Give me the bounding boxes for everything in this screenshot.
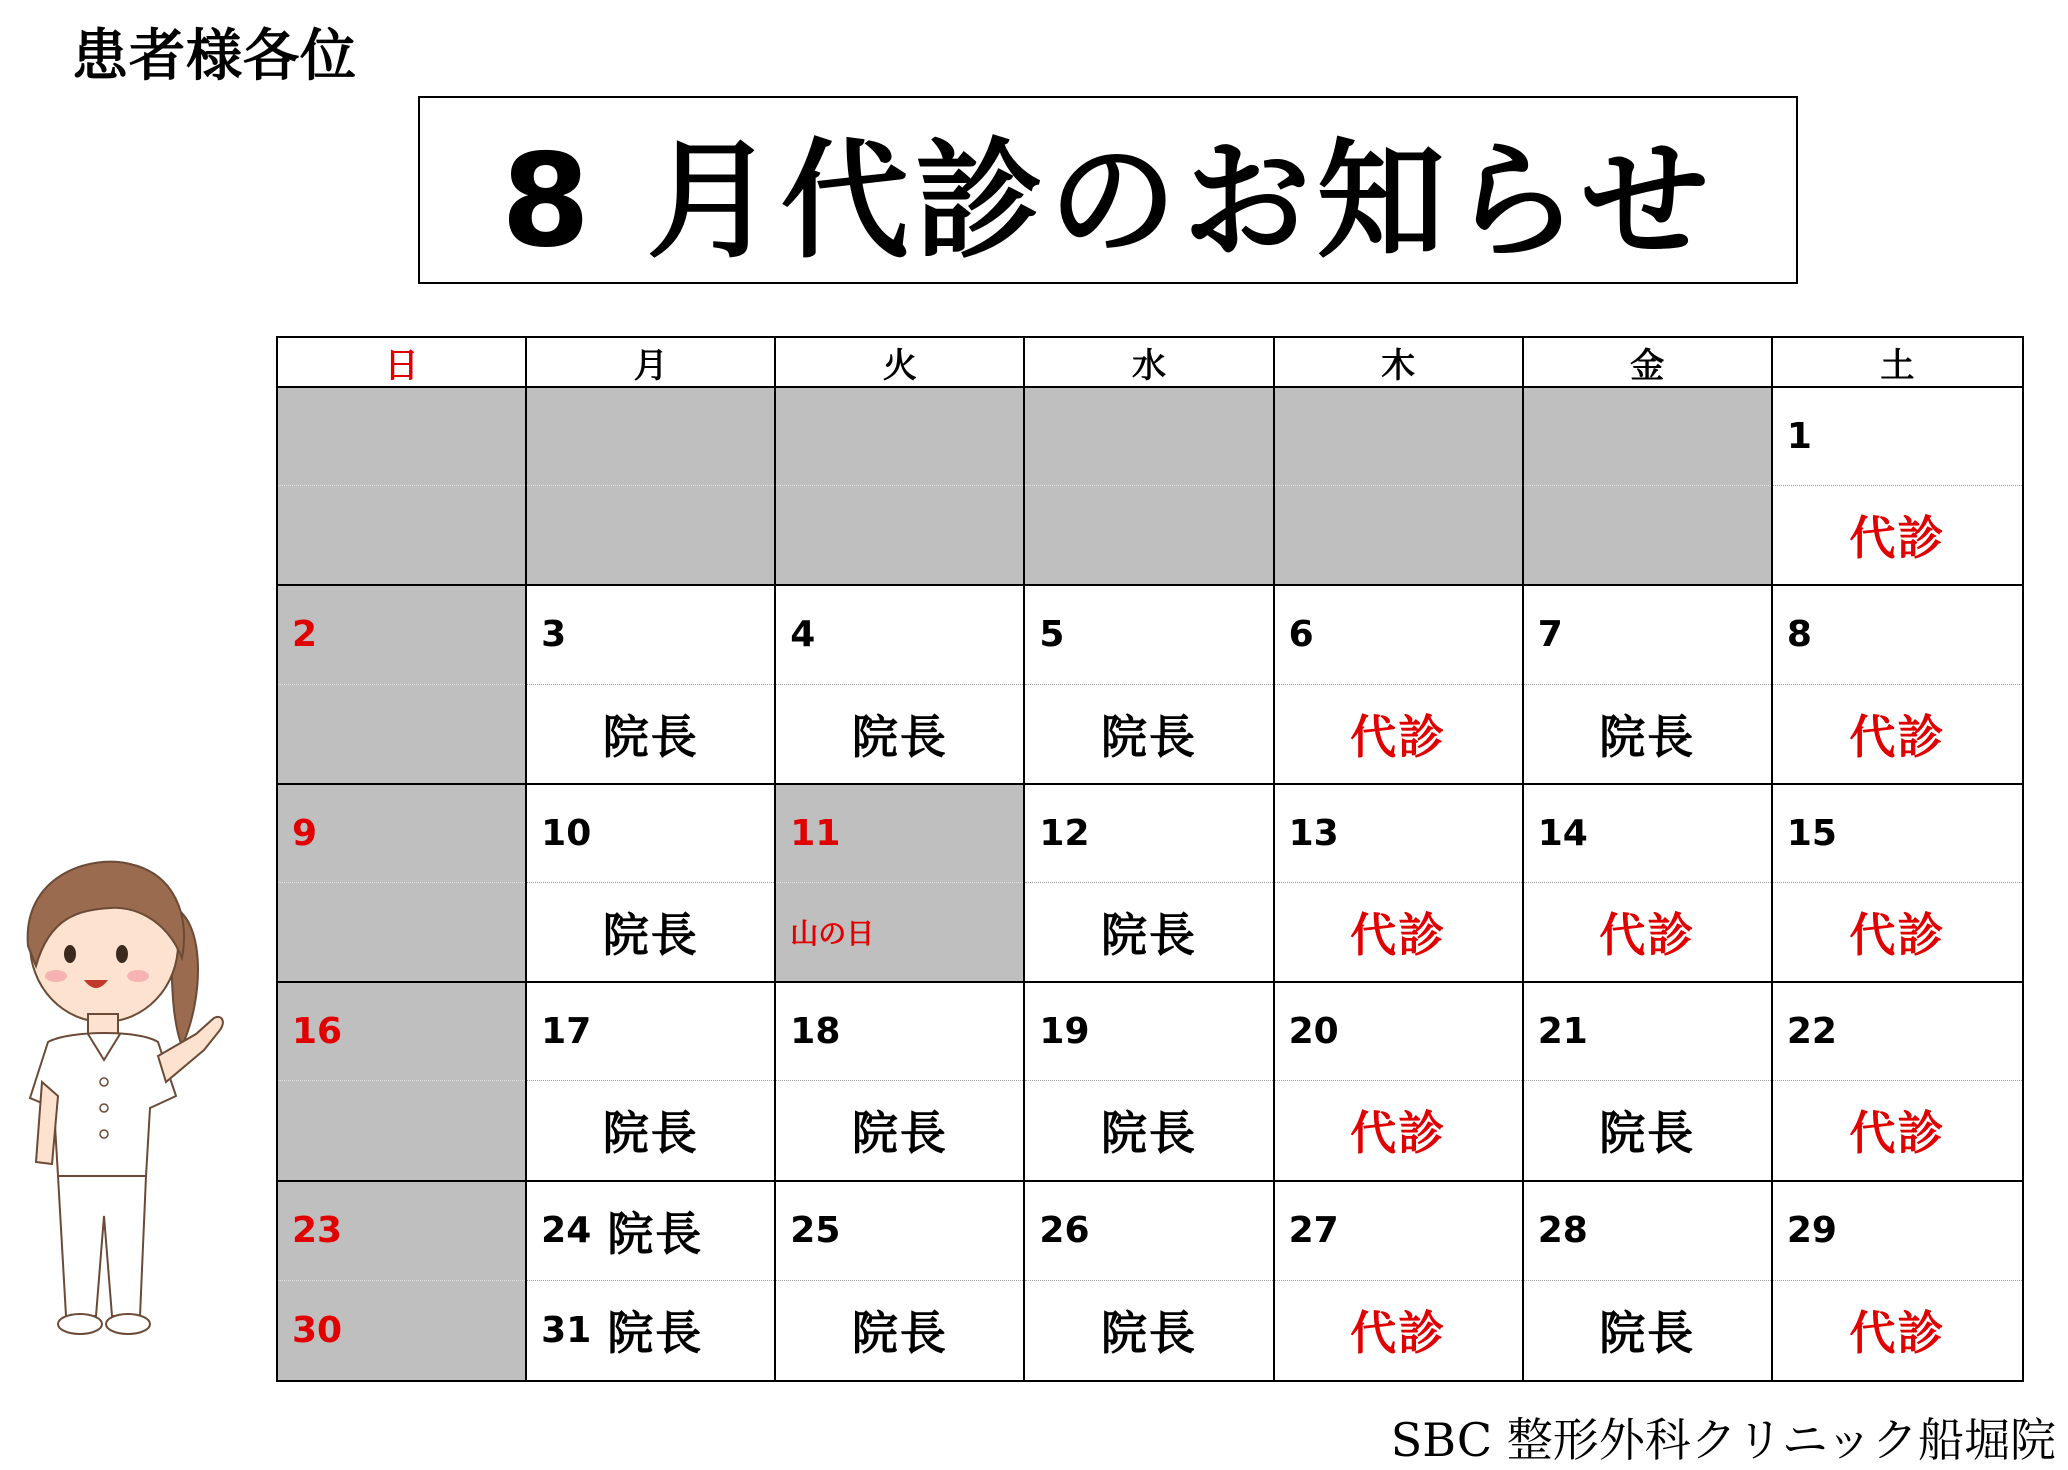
calendar-day-cell: [527, 983, 776, 1181]
director-label: 院長: [851, 1106, 948, 1161]
calendar-day-cell: [527, 388, 776, 586]
weekday-thu: 木: [1275, 338, 1524, 388]
day-number: 14: [1537, 812, 1588, 854]
nurse-illustration: [0, 846, 232, 1342]
day-cell-top: [1773, 785, 2022, 883]
title-box: [418, 96, 1798, 284]
day-cell-bottom: [1773, 486, 2022, 584]
weekday-tue: 火: [776, 338, 1025, 388]
day-cell-top: [1773, 1182, 2022, 1281]
day-cell-top: [527, 785, 774, 883]
day-cell-top: [1025, 785, 1272, 883]
day-number: 7: [1537, 614, 1563, 656]
doctor-note: 院長: [607, 1206, 704, 1261]
calendar-day-cell: [1025, 785, 1274, 983]
day-cell-top: [1275, 983, 1522, 1081]
nurse-cheek-right: [127, 970, 149, 982]
director-label: 院長: [1100, 1106, 1197, 1161]
day-cell-bottom: [278, 1081, 525, 1179]
weekday-sun: 日: [278, 338, 527, 388]
substitute-doctor-label: 代診: [1350, 908, 1447, 963]
calendar-day-cell: [1524, 586, 1773, 784]
calendar-day-cell: [1275, 388, 1524, 586]
day-number: 13: [1288, 812, 1339, 854]
calendar-day-cell: [1025, 1182, 1274, 1380]
director-label: 院長: [1599, 1306, 1696, 1361]
day-number: 28: [1537, 1210, 1588, 1252]
day-cell-top: [527, 1182, 774, 1281]
day-cell-bottom: [776, 1081, 1023, 1179]
calendar-day-cell: [1275, 983, 1524, 1181]
day-cell-top: [1025, 1182, 1272, 1281]
day-cell-top: [1025, 388, 1272, 486]
nurse-arm: [158, 1017, 223, 1082]
day-number: 3: [541, 614, 567, 656]
calendar-day-cell: [776, 1182, 1025, 1380]
calendar-day-cell: [1275, 586, 1524, 784]
day-cell-top: [1025, 983, 1272, 1081]
day-number: 2: [292, 614, 318, 656]
calendar-day-cell: [1524, 983, 1773, 1181]
calendar-day-cell: [278, 1182, 527, 1380]
calendar-day-cell: [278, 785, 527, 983]
day-number: 30: [292, 1309, 343, 1351]
director-label: 院長: [851, 709, 948, 764]
calendar-day-cell: [527, 586, 776, 784]
calendar-day-cell: [1773, 983, 2022, 1181]
day-number: 29: [1786, 1210, 1837, 1252]
day-cell-top: [1025, 586, 1272, 684]
day-number: 6: [1288, 614, 1314, 656]
nurse-shoe-right: [106, 1314, 150, 1334]
day-cell-bottom: [1025, 883, 1272, 981]
calendar-day-cell: [1025, 586, 1274, 784]
day-cell-bottom: [1275, 486, 1522, 584]
day-cell-top: [278, 983, 525, 1081]
day-cell-bottom: [1275, 1081, 1522, 1179]
director-label: 院長: [602, 709, 699, 764]
calendar-day-cell: [1773, 388, 2022, 586]
calendar-day-cell: [278, 983, 527, 1181]
day-number: 24: [541, 1210, 592, 1252]
nurse-cheek-left: [45, 970, 67, 982]
day-number: 1: [1786, 416, 1812, 458]
substitute-doctor-label: 代診: [1849, 1106, 1946, 1161]
day-cell-bottom: [1524, 685, 1771, 783]
day-cell-bottom: [527, 1081, 774, 1179]
holiday-label: 山の日: [790, 917, 875, 951]
nurse-shoe-left: [58, 1314, 102, 1334]
substitute-doctor-label: 代診: [1350, 709, 1447, 764]
day-cell-bottom: [1524, 1281, 1771, 1380]
day-number: 5: [1039, 614, 1065, 656]
director-label: 院長: [602, 908, 699, 963]
substitute-doctor-label: 代診: [1849, 1306, 1946, 1361]
substitute-doctor-label: 代診: [1350, 1106, 1447, 1161]
calendar-day-cell: [1524, 388, 1773, 586]
day-cell-top: [278, 388, 525, 486]
day-cell-top: [1524, 983, 1771, 1081]
day-number: 10: [541, 812, 592, 854]
director-label: 院長: [1599, 1106, 1696, 1161]
doctor-note: 院長: [607, 1306, 704, 1361]
calendar-day-cell: [1773, 586, 2022, 784]
day-cell-top: [1524, 785, 1771, 883]
day-number: 31: [541, 1309, 592, 1351]
day-cell-bottom: [278, 1281, 525, 1380]
day-cell-bottom: [278, 883, 525, 981]
weekday-mon: 月: [527, 338, 776, 388]
director-label: 院長: [1100, 709, 1197, 764]
calendar-day-cell: [527, 785, 776, 983]
substitute-doctor-label: 代診: [1849, 511, 1946, 566]
calendar-day-cell: [1275, 785, 1524, 983]
day-number: 26: [1039, 1210, 1090, 1252]
day-number: 27: [1288, 1210, 1339, 1252]
day-cell-top: [278, 1182, 525, 1281]
day-cell-top: [527, 388, 774, 486]
substitute-doctor-label: 代診: [1350, 1306, 1447, 1361]
calendar-grid: [276, 336, 2024, 1382]
day-cell-bottom: [1275, 883, 1522, 981]
day-cell-top: [776, 785, 1023, 883]
calendar-day-cell: [1773, 1182, 2022, 1380]
day-cell-bottom: [1524, 486, 1771, 584]
director-label: 院長: [1100, 908, 1197, 963]
substitute-doctor-label: 代診: [1849, 709, 1946, 764]
day-cell-top: [1275, 785, 1522, 883]
calendar-day-cell: [278, 388, 527, 586]
clinic-name: SBC 整形外科クリニック船堀院: [1390, 1413, 2056, 1467]
day-cell-bottom: [776, 1281, 1023, 1380]
calendar-day-cell: [776, 983, 1025, 1181]
day-cell-bottom: [1275, 1281, 1522, 1380]
day-number: 4: [790, 614, 816, 656]
calendar-day-cell: [278, 586, 527, 784]
day-cell-top: [527, 983, 774, 1081]
day-cell-bottom: [278, 486, 525, 584]
day-number: 17: [541, 1011, 592, 1053]
day-number: 21: [1537, 1011, 1588, 1053]
day-cell-bottom: [1275, 685, 1522, 783]
day-number: 9: [292, 812, 318, 854]
day-cell-top: [1773, 586, 2022, 684]
day-cell-top: [1275, 1182, 1522, 1281]
day-number: 20: [1288, 1011, 1339, 1053]
calendar-day-cell: [1025, 388, 1274, 586]
day-number: 8: [1786, 614, 1812, 656]
day-cell-top: [1524, 586, 1771, 684]
day-cell-top: [527, 586, 774, 684]
nurse-pants: [58, 1176, 146, 1316]
day-cell-top: [1524, 1182, 1771, 1281]
day-cell-top: [1773, 388, 2022, 486]
director-label: 院長: [851, 1306, 948, 1361]
greeting: 患者様各位: [72, 24, 357, 89]
day-number: 23: [292, 1210, 343, 1252]
day-cell-top: [776, 586, 1023, 684]
day-cell-bottom: [1773, 1281, 2022, 1380]
calendar-day-cell: [1275, 1182, 1524, 1380]
weekday-sat: 土: [1773, 338, 2022, 388]
day-cell-bottom: [527, 1281, 774, 1380]
day-number: 11: [790, 812, 841, 854]
day-number: 18: [790, 1011, 841, 1053]
director-label: 院長: [1599, 709, 1696, 764]
day-cell-bottom: [1773, 685, 2022, 783]
day-cell-top: [776, 388, 1023, 486]
day-cell-bottom: [1025, 1081, 1272, 1179]
nurse-eye-right: [116, 945, 128, 963]
day-cell-bottom: [776, 883, 1023, 981]
calendar-day-cell: [1524, 1182, 1773, 1380]
calendar-day-cell: [776, 785, 1025, 983]
day-cell-bottom: [1524, 883, 1771, 981]
day-cell-bottom: [1025, 685, 1272, 783]
calendar-day-cell: [776, 586, 1025, 784]
director-label: 院長: [1100, 1306, 1197, 1361]
day-cell-top: [278, 586, 525, 684]
day-number: 16: [292, 1011, 343, 1053]
day-number: 22: [1786, 1011, 1837, 1053]
weekday-wed: 水: [1025, 338, 1274, 388]
day-cell-bottom: [776, 486, 1023, 584]
day-cell-top: [1524, 388, 1771, 486]
substitute-doctor-label: 代診: [1599, 908, 1696, 963]
calendar-day-cell: [776, 388, 1025, 586]
day-cell-bottom: [527, 486, 774, 584]
day-cell-bottom: [527, 883, 774, 981]
day-cell-top: [278, 785, 525, 883]
calendar-day-cell: [1773, 785, 2022, 983]
weekday-fri: 金: [1524, 338, 1773, 388]
day-number: 12: [1039, 812, 1090, 854]
day-cell-bottom: [776, 685, 1023, 783]
day-number: 19: [1039, 1011, 1090, 1053]
substitute-doctor-label: 代診: [1849, 908, 1946, 963]
day-cell-bottom: [1524, 1081, 1771, 1179]
calendar-day-cell: [1025, 983, 1274, 1181]
nurse-eye-left: [64, 945, 76, 963]
day-number: 25: [790, 1210, 841, 1252]
day-cell-bottom: [1773, 1081, 2022, 1179]
day-cell-bottom: [1025, 1281, 1272, 1380]
day-cell-bottom: [527, 685, 774, 783]
calendar-day-cell: [527, 1182, 776, 1380]
calendar-day-cell: [1524, 785, 1773, 983]
page-title: 8 月代診のお知らせ: [501, 127, 1715, 276]
director-label: 院長: [602, 1106, 699, 1161]
day-cell-top: [1773, 983, 2022, 1081]
day-cell-top: [1275, 586, 1522, 684]
day-number: 15: [1786, 812, 1837, 854]
day-cell-bottom: [1773, 883, 2022, 981]
day-cell-bottom: [278, 685, 525, 783]
day-cell-top: [776, 983, 1023, 1081]
day-cell-top: [1275, 388, 1522, 486]
day-cell-bottom: [1025, 486, 1272, 584]
day-cell-top: [776, 1182, 1023, 1281]
